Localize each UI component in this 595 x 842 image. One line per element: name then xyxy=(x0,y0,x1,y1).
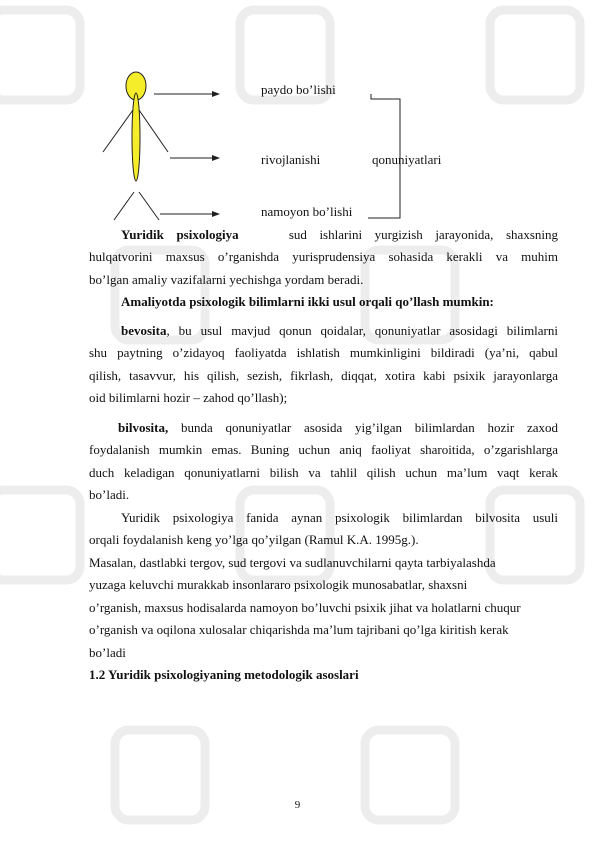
paragraph-line: oid bilimlarni hozir – zahod qo’llash); xyxy=(89,390,288,406)
paragraph-masalan xyxy=(89,552,558,664)
figure-left-arm xyxy=(103,110,133,152)
paragraph-bilvosita xyxy=(89,417,558,507)
arrow-to-rivojlanishi xyxy=(170,155,220,161)
human-figure-diagram xyxy=(0,0,595,230)
paragraph-line: bo’lgan amaliy vazifalarni yechishga yordam beradi. xyxy=(89,271,364,287)
label-paydo-bolishi: paydo bo’lishi xyxy=(261,82,336,97)
paragraph-line: o’rganish, maxsus hodisalarda namoyon bo’luvchi psixik jihat va holatlarni chuqur xyxy=(89,599,521,615)
label-qonuniyatlari: qonuniyatlari xyxy=(372,152,442,167)
paragraph-line: bo’ladi xyxy=(89,644,126,660)
paragraph-line: foydalanish mumkin emas. Buning uchun aniq faoliyat sharoitida, o’zgarishlarga xyxy=(89,442,558,458)
paragraph-line: Yuridik psixologiya fanida aynan psixologik bilimlardan bilvosita usuli xyxy=(121,510,558,525)
paragraph-line: duch keladigan qonuniyatlarni bilish va tahlil qilish uchun ma’lum vaqt kerak xyxy=(89,464,558,480)
heading-amaliyotda: Amaliyotda psixologik bilimlarni ikki usul orqali qo’llash mumkin: xyxy=(121,294,494,309)
figure-body xyxy=(132,93,140,181)
term-bilvosita: bilvosita, xyxy=(118,420,169,435)
label-rivojlanishi: rivojlanishi xyxy=(261,152,321,167)
page-number: 9 xyxy=(294,799,301,811)
paragraph-ramul xyxy=(89,507,558,552)
term-yuridik-psixologiya: Yuridik psixologiya xyxy=(121,227,239,242)
paragraph-yuridik-psixologiya xyxy=(89,224,558,291)
arrow-to-paydo xyxy=(154,91,220,97)
arrow-to-namoyon xyxy=(160,211,220,217)
paragraph-line: qilish, tasavvur, his qilish, sezish, fikrlash, diqqat, xotira kabi psixik jarayonlarga xyxy=(89,367,558,383)
section-heading xyxy=(89,664,558,686)
paragraph-line: , bu usul mavjud qonun qoidalar, qonuniyatlar asosidagi bilimlarni xyxy=(166,323,558,338)
paragraph-line: Masalan, dastlabki tergov, sud tergovi va sudlanuvchilarni qayta tarbiyalashda xyxy=(89,555,496,570)
paragraph-line: yuzaga keluvchi murakkab insonlararo psixologik munosabatlar, shaxsni xyxy=(89,577,468,593)
paragraph-line: bo’ladi. xyxy=(89,487,130,503)
term-bevosita: bevosita xyxy=(121,323,167,338)
figure-right-leg xyxy=(139,192,159,220)
paragraph-bevosita xyxy=(89,320,558,410)
paragraph-line: hulqatvorini maxsus o’rganishda yurisprudensiya sohasida kerakli va muhim xyxy=(89,249,558,265)
paragraph-line: orqali foydalanish keng yo’lga qo’yilgan (Ramul K.A. 1995g.). xyxy=(89,532,419,548)
section-heading-text: 1.2 Yuridik psixologiyaning metodologik asoslari xyxy=(89,667,359,682)
paragraph-line: sud ishlarini yurgizish jarayonida, shaxsning xyxy=(288,227,558,242)
paragraph-line: bunda qonuniyatlar asosida yig’ilgan bilimlardan hozir zaxod xyxy=(168,420,558,435)
paragraph-line: shu paytning o’zidayoq faoliyatda ishlatish mumkinligini bildiradi (ya’ni, qabul xyxy=(89,345,558,361)
figure-left-leg xyxy=(114,192,134,220)
label-namoyon-bolishi: namoyon bo’lishi xyxy=(261,204,353,219)
figure-right-arm xyxy=(139,110,168,152)
paragraph-amaliyotda xyxy=(89,291,558,313)
paragraph-line: o’rganish va oqilona xulosalar chiqarishda ma’lum tajribani qo’lga kiritish kerak xyxy=(89,622,509,638)
